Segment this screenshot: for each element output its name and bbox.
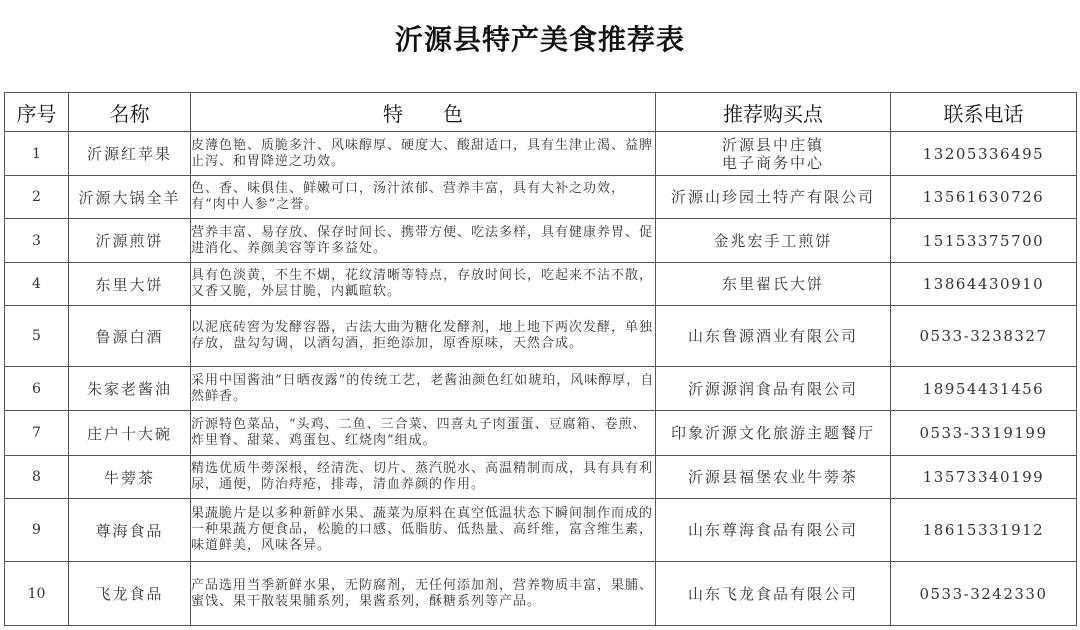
row-name: 朱家老酱油 [69,367,191,411]
table-header-row [5,93,1077,132]
row-phone: 13205336495 [891,132,1077,176]
row-num: 5 [5,306,69,367]
row-name: 沂源大锅全羊 [69,176,191,219]
row-phone: 18954431456 [891,367,1077,411]
row-phone: 13864430910 [891,263,1077,306]
row-num: 6 [5,367,69,411]
row-feature: 精选优质牛蒡深根，经清洗、切片、蒸汽脱水、高温精制而成，具有具有利尿，通便，防治痔疮，排毒，清血养颜的作用。 [191,456,656,499]
row-phone: 0533-3319199 [891,411,1077,456]
header-num: 序号 [5,93,69,132]
row-name: 尊海食品 [69,499,191,562]
row-phone: 0533-3242330 [891,562,1077,626]
row-shop [656,367,891,411]
row-feature: 色、香、味俱佳、鲜嫩可口，汤汁浓郁、营养丰富，具有大补之功效，有“肉中人参”之誉。 [191,176,656,219]
row-num: 3 [5,219,69,263]
row-feature: 具有色淡黄，不生不煳，花纹清晰等特点，存放时间长，吃起来不沾不散，又香又脆，外层甘脆，内瓤暄软。 [191,263,656,306]
row-num: 2 [5,176,69,219]
row-shop-line1: 山东尊海食品有限公司 [687,521,858,539]
row-shop [656,562,891,626]
row-shop-line1: 山东飞龙食品有限公司 [687,584,858,603]
header-shop: 推荐购买点 [656,93,891,132]
row-name: 庄户十大碗 [69,411,191,456]
row-shop [656,176,891,219]
row-shop-line1: 沂源山珍园土特产有限公司 [670,188,875,206]
row-shop-line2: 电子商务中心 [721,153,824,172]
table-row [5,411,1077,456]
header-name: 名称 [69,93,191,132]
row-name: 鲁源白酒 [69,306,191,367]
row-shop-line1: 东里翟氏大饼 [721,275,824,293]
row-shop [656,263,891,306]
row-name: 沂源煎饼 [69,219,191,263]
row-num: 10 [5,562,69,626]
row-phone: 0533-3238327 [891,306,1077,367]
row-name: 东里大饼 [69,263,191,306]
row-name: 飞龙食品 [69,562,191,626]
header-feature: 特 色 [191,93,656,132]
specialty-food-table [4,92,1077,626]
row-shop [656,306,891,367]
table-row [5,499,1077,562]
row-feature: 采用中国酱油“日晒夜露”的传统工艺，老酱油颜色红如琥珀，风味醇厚，自然鲜香。 [191,367,656,411]
row-shop [656,499,891,562]
table-row [5,367,1077,411]
row-phone: 13561630726 [891,176,1077,219]
header-phone: 联系电话 [891,93,1077,132]
row-num: 1 [5,132,69,176]
table-row [5,219,1077,263]
row-num: 9 [5,499,69,562]
row-name: 沂源红苹果 [69,132,191,176]
table-row [5,132,1077,176]
row-shop-line1: 印象沂源文化旅游主题餐厅 [670,424,875,442]
table-row [5,456,1077,499]
row-feature: 沂源特色菜品，“头鸡、二鱼、三合菜、四喜丸子肉蛋蛋、豆腐箱、卷煎、炸里脊、甜菜、鸡蛋包、红烧肉”组成。 [191,411,656,456]
row-feature: 营养丰富、易存放、保存时间长、携带方便、吃法多样，具有健康养胃、促进消化、养颜美容等许多益处。 [191,219,656,263]
table-row [5,176,1077,219]
table-row [5,263,1077,306]
row-phone: 18615331912 [891,499,1077,562]
row-num: 4 [5,263,69,306]
table-row [5,562,1077,626]
row-shop-line1: 山东鲁源酒业有限公司 [687,327,858,345]
row-shop-line1: 沂源县福堡农业牛蒡茶 [687,468,858,486]
row-feature: 果蔬脆片是以多种新鲜水果、蔬菜为原料在真空低温状态下瞬间制作而成的一种果蔬方便食品，松脆的口感、低脂肪、低热量、高纤维，富含维生素，味道鲜美，风味各异。 [191,499,656,562]
row-shop-line1: 沂源县中庄镇 [721,135,824,154]
row-shop [656,132,891,176]
table-row [5,306,1077,367]
row-feature: 皮薄色艳、质脆多汁、风味醇厚、硬度大、酸甜适口，具有生津止渴、益脾止泻、和胃降逆之功效。 [191,132,656,176]
row-shop-line1: 金兆宏手工煎饼 [713,231,833,250]
row-num: 7 [5,411,69,456]
row-name: 牛蒡茶 [69,456,191,499]
row-phone: 13573340199 [891,456,1077,499]
row-phone: 15153375700 [891,219,1077,263]
row-shop [656,411,891,456]
page-title: 沂源县特产美食推荐表 [394,23,685,56]
row-shop [656,219,891,263]
row-feature: 以泥底砖窖为发酵容器，古法大曲为糖化发酵剂，地上地下两次发酵，单独存放，盘勾勾调，以酒勾酒，拒绝添加，原香原味，天然合成。 [191,306,656,367]
row-feature: 产品选用当季新鲜水果，无防腐剂，无任何添加剂，营养物质丰富，果脯、蜜饯、果干散装果脯系列，果酱系列，酥糖系列等产品。 [191,562,656,626]
row-shop [656,456,891,499]
row-num: 8 [5,456,69,499]
row-shop-line1: 沂源源润食品有限公司 [687,379,858,398]
